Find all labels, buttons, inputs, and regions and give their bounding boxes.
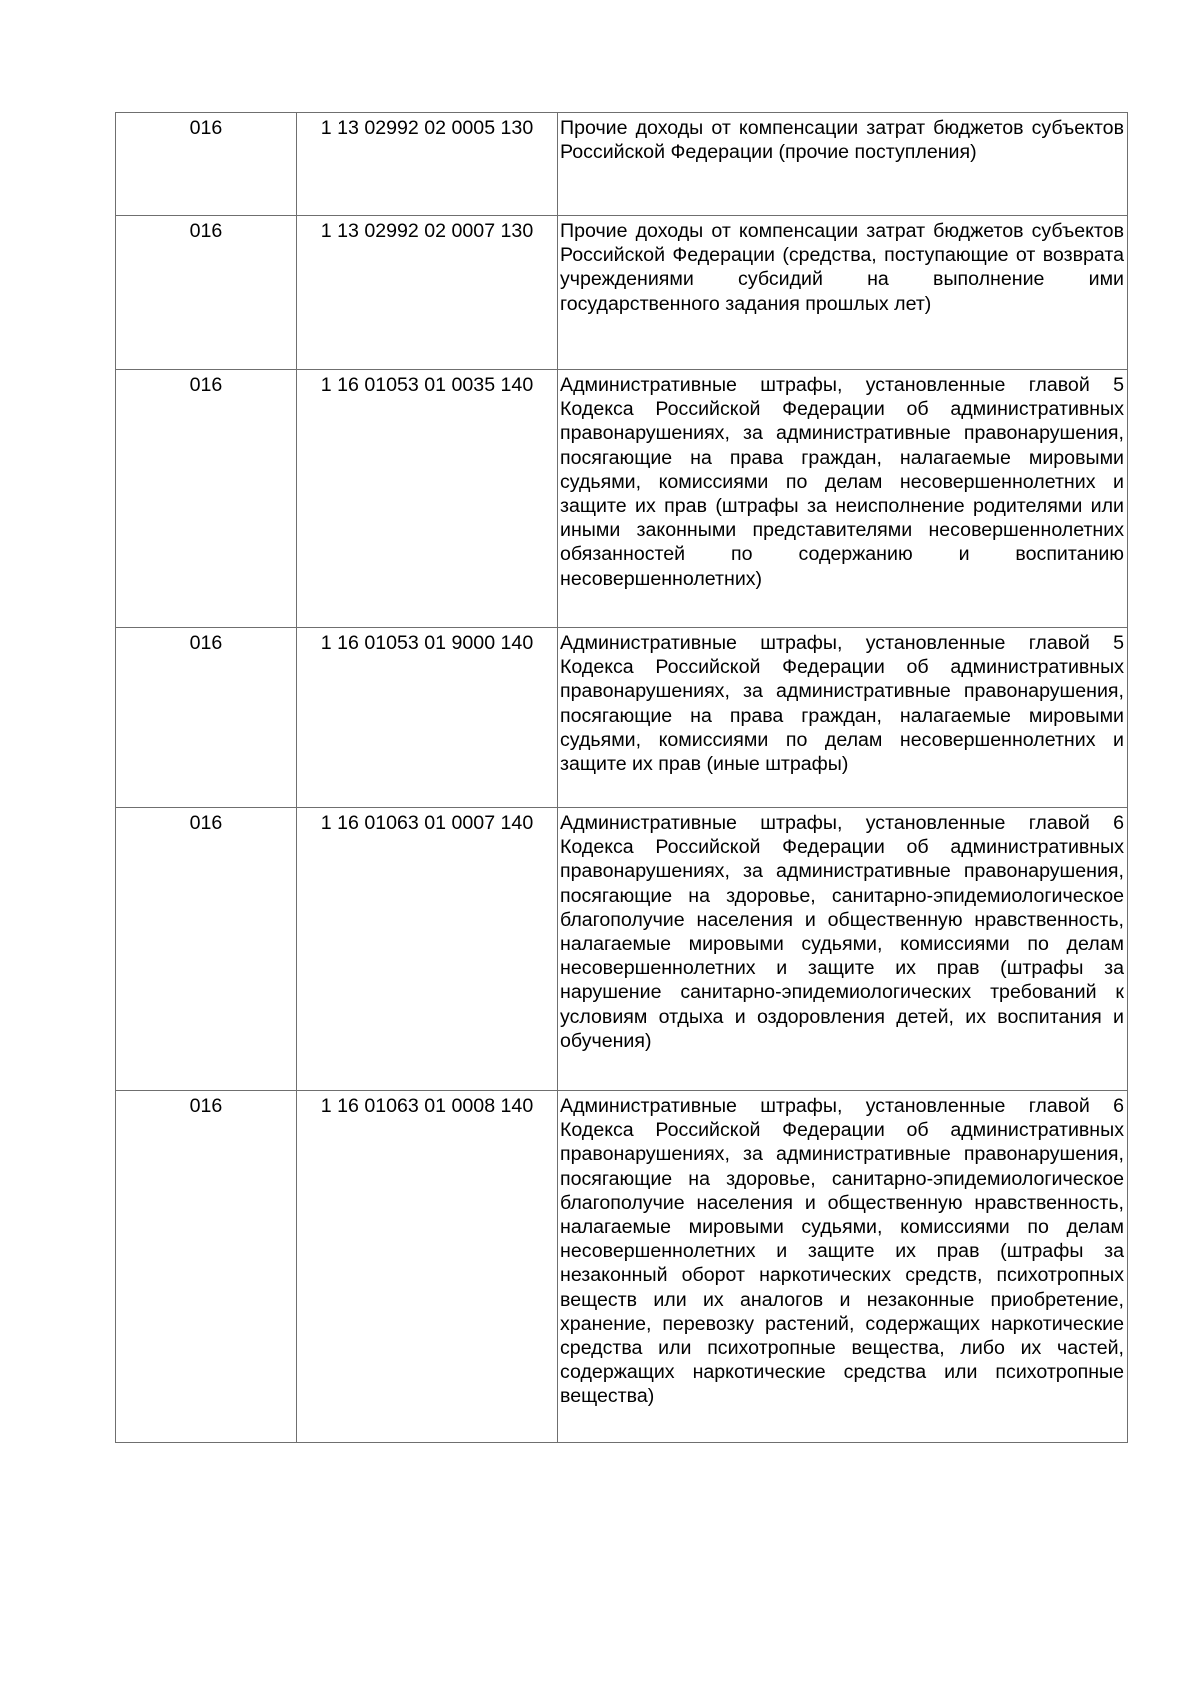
admin-code-cell: 016 — [116, 1091, 297, 1443]
admin-code-cell: 016 — [116, 113, 297, 216]
income-name-cell — [558, 216, 1128, 370]
income-name-text: Прочие доходы от компенсации затрат бюджетов субъектов Российской Федерации (прочие поступления) — [560, 117, 1124, 164]
income-name-text: Административные штрафы, установленные главой 6 Кодекса Российской Федерации об административных правонарушениях, за административные правонарушения, посягающие на здоровье, санитарно-эпидемиологическое благополучие населения и общественную нравственность, налагаемые мировыми судьями, комиссиями по делам несовершеннолетних и защите их прав (штрафы за нарушение санитарно-эпидемиологических требований к условиям отдыха и оздоровления детей, их воспитания и обучения) — [560, 812, 1124, 1052]
table-row — [116, 113, 1128, 216]
admin-code-cell: 016 — [116, 808, 297, 1091]
admin-code-cell: 016 — [116, 216, 297, 370]
income-name-text: Административные штрафы, установленные главой 6 Кодекса Российской Федерации об административных правонарушениях, за административные правонарушения, посягающие на здоровье, санитарно-эпидемиологическое благополучие населения и общественную нравственность, налагаемые мировыми судьями, комиссиями по делам несовершеннолетних и защите их прав (штрафы за незаконный оборот наркотических средств, психотропных веществ или их аналогов и незаконные приобретение, хранение, перевозку растений, содержащих наркотические средства или психотропные вещества, либо их частей, содержащих наркотические средства или психотропные вещества) — [560, 1095, 1124, 1408]
income-name-text: Прочие доходы от компенсации затрат бюджетов субъектов Российской Федерации (средства, поступающие от возврата учреждениями субсидий на выполнение ими государственного задания прошлых лет) — [560, 220, 1124, 315]
table-row — [116, 216, 1128, 370]
income-name-text: Административные штрафы, установленные главой 5 Кодекса Российской Федерации об административных правонарушениях, за административные правонарушения, посягающие на права граждан, налагаемые мировыми судьями, комиссиями по делам несовершеннолетних и защите их прав (иные штрафы) — [560, 632, 1124, 776]
table-row — [116, 1091, 1128, 1443]
kbk-code-cell: 1 13 02992 02 0005 130 — [297, 113, 558, 216]
table-row — [116, 628, 1128, 808]
income-name-cell — [558, 1091, 1128, 1443]
kbk-code-cell: 1 16 01063 01 0008 140 — [297, 1091, 558, 1443]
table-row — [116, 370, 1128, 628]
kbk-code-cell: 1 16 01063 01 0007 140 — [297, 808, 558, 1091]
kbk-code-cell: 1 16 01053 01 0035 140 — [297, 370, 558, 628]
budget-codes-table — [115, 112, 1128, 1443]
income-name-cell — [558, 113, 1128, 216]
kbk-code-cell: 1 13 02992 02 0007 130 — [297, 216, 558, 370]
income-name-cell — [558, 628, 1128, 808]
admin-code-cell: 016 — [116, 370, 297, 628]
admin-code-cell: 016 — [116, 628, 297, 808]
table-row — [116, 808, 1128, 1091]
income-name-cell — [558, 370, 1128, 628]
income-name-text: Административные штрафы, установленные главой 5 Кодекса Российской Федерации об административных правонарушениях, за административные правонарушения, посягающие на права граждан, налагаемые мировыми судьями, комиссиями по делам несовершеннолетних и защите их прав (штрафы за неисполнение родителями или иными законными представителями несовершеннолетних обязанностей по содержанию и воспитанию несовершеннолетних) — [560, 374, 1124, 590]
kbk-code-cell: 1 16 01053 01 9000 140 — [297, 628, 558, 808]
income-name-cell — [558, 808, 1128, 1091]
